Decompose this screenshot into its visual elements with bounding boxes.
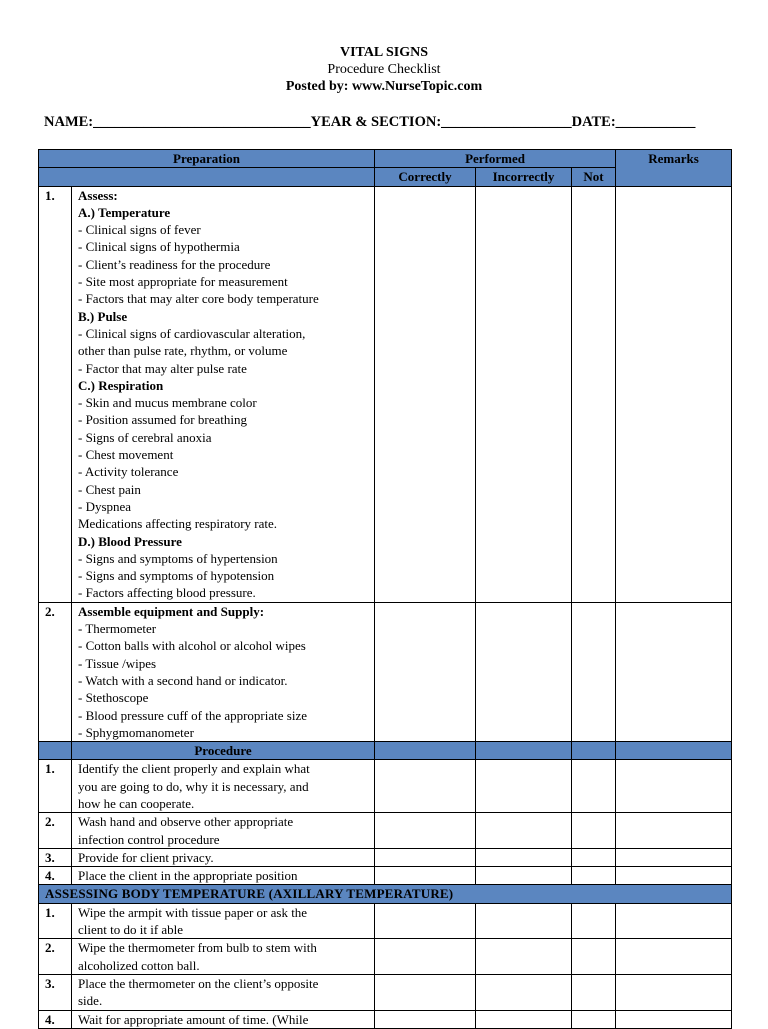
step-line: - Clinical signs of cardiovascular alteration, [78,325,306,341]
step-line: - Clinical signs of hypothermia [78,239,240,255]
procedure-row [39,813,732,849]
incorrectly-header: Incorrectly [476,168,572,186]
step-line: - Dyspnea [78,498,132,514]
section-spacer [375,742,476,760]
name-year-date-line: NAME:______________________________YEAR & SECTION:__________________DATE:___________ [44,114,696,130]
step-line: client to do it if able [78,922,184,938]
step-heading: Assemble equipment and Supply: [78,603,265,619]
step-line: alcoholized cotton ball. [78,957,200,973]
not-cell[interactable] [572,867,616,885]
step-number: 2. [39,939,72,975]
step-line: other than pulse rate, rhythm, or volume [78,343,288,359]
checklist-body [39,186,732,1028]
not-cell[interactable] [572,974,616,1010]
correctly-cell[interactable] [375,186,476,602]
document-subtitle: Procedure Checklist [327,62,441,77]
step-line: - Skin and mucus membrane color [78,395,257,411]
step-text [72,760,375,813]
step-number: 1. [39,903,72,939]
procedure-row [39,760,732,813]
not-cell[interactable] [572,1010,616,1028]
step-line: Wash hand and observe other appropriate [78,814,294,830]
correctly-cell[interactable] [375,602,476,741]
step-text [72,602,375,741]
remarks-cell[interactable] [616,974,732,1010]
correctly-cell[interactable] [375,1010,476,1028]
section-title: ASSESSING BODY TEMPERATURE (AXILLARY TEMPERATURE) [39,885,732,903]
step-line: - Factors affecting blood pressure. [78,585,256,601]
step-heading: Assess: [78,187,118,203]
correctly-cell[interactable] [375,974,476,1010]
incorrectly-cell[interactable] [476,939,572,975]
step-line: - Sphygmomanometer [78,724,194,740]
section-spacer [616,742,732,760]
step-line: Provide for client privacy. [78,849,214,865]
incorrectly-cell[interactable] [476,602,572,741]
step-heading: B.) Pulse [78,308,128,324]
remarks-cell[interactable] [616,848,732,866]
step-line: - Signs of cerebral anoxia [78,429,212,445]
not-cell[interactable] [572,939,616,975]
not-cell[interactable] [572,602,616,741]
step-number: 3. [39,848,72,866]
step-text [72,903,375,939]
step-number: 4. [39,867,72,885]
step-text [72,1010,375,1028]
correctly-cell[interactable] [375,867,476,885]
correctly-header: Correctly [375,168,476,186]
step-line: - Tissue /wipes [78,655,157,671]
step-heading: D.) Blood Pressure [78,533,182,549]
step-number: 1. [39,186,72,602]
not-header: Not [572,168,616,186]
remarks-cell[interactable] [616,903,732,939]
step-number: 2. [39,602,72,741]
step-heading: C.) Respiration [78,377,164,393]
procedure-row [39,903,732,939]
incorrectly-cell[interactable] [476,903,572,939]
step-line: Place the client in the appropriate position [78,868,298,884]
incorrectly-cell[interactable] [476,186,572,602]
document-header [0,44,768,95]
step-text [72,939,375,975]
step-text [72,867,375,885]
performed-header: Performed [375,150,616,168]
incorrectly-cell[interactable] [476,848,572,866]
step-line: side. [78,993,103,1009]
section-spacer [572,742,616,760]
step-line: - Cotton balls with alcohol or alcohol wipes [78,638,306,654]
incorrectly-cell[interactable] [476,867,572,885]
step-line: - Site most appropriate for measurement [78,274,288,290]
checklist-table [38,149,732,1029]
not-cell[interactable] [572,848,616,866]
step-line: infection control procedure [78,831,220,847]
procedure-row [39,867,732,885]
step-line: Wipe the armpit with tissue paper or ask the [78,904,308,920]
correctly-cell[interactable] [375,903,476,939]
step-number: 4. [39,1010,72,1028]
incorrectly-cell[interactable] [476,813,572,849]
remarks-cell[interactable] [616,813,732,849]
not-cell[interactable] [572,903,616,939]
procedure-row [39,1010,732,1028]
preparation-row [39,602,732,741]
not-cell[interactable] [572,813,616,849]
preparation-header: Preparation [39,150,375,168]
remarks-cell[interactable] [616,602,732,741]
step-line: Identify the client properly and explain what [78,761,310,777]
not-cell[interactable] [572,186,616,602]
section-spacer [39,742,72,760]
step-line: Wait for appropriate amount of time. (While [78,1011,309,1027]
step-number: 2. [39,813,72,849]
remarks-cell[interactable] [616,1010,732,1028]
step-number: 3. [39,974,72,1010]
axillary-section-header [39,885,732,903]
correctly-cell[interactable] [375,760,476,813]
step-text [72,813,375,849]
posted-by: Posted by: www.NurseTopic.com [285,79,483,94]
remarks-cell[interactable] [616,186,732,602]
correctly-cell[interactable] [375,848,476,866]
incorrectly-cell[interactable] [476,760,572,813]
step-line: - Clinical signs of fever [78,222,201,238]
procedure-row [39,848,732,866]
correctly-cell[interactable] [375,939,476,975]
step-line: - Signs and symptoms of hypotension [78,568,275,584]
procedure-section-header [39,742,732,760]
preparation-header-spacer [39,168,375,186]
incorrectly-cell[interactable] [476,1010,572,1028]
step-text [72,848,375,866]
step-line: - Blood pressure cuff of the appropriate size [78,707,307,723]
step-line: - Signs and symptoms of hypertension [78,550,278,566]
step-line: - Stethoscope [78,690,149,706]
step-text [72,974,375,1010]
step-line: Wipe the thermometer from bulb to stem with [78,940,317,956]
remarks-cell[interactable] [616,867,732,885]
step-line: - Thermometer [78,621,157,637]
step-line: Medications affecting respiratory rate. [78,516,278,532]
preparation-row [39,186,732,602]
step-line: you are going to do, why it is necessary, and [78,778,309,794]
step-line: - Client’s readiness for the procedure [78,256,271,272]
step-number: 1. [39,760,72,813]
not-cell[interactable] [572,760,616,813]
remarks-cell[interactable] [616,939,732,975]
procedure-row [39,939,732,975]
step-line: - Position assumed for breathing [78,412,247,428]
correctly-cell[interactable] [375,813,476,849]
header-row [39,150,732,168]
step-line: - Factors that may alter core body temperature [78,291,319,307]
step-line: - Watch with a second hand or indicator. [78,672,288,688]
section-spacer [476,742,572,760]
step-line: - Factor that may alter pulse rate [78,360,247,376]
step-line: - Chest pain [78,481,141,497]
step-line: how he can cooperate. [78,795,195,811]
document-title: VITAL SIGNS [339,45,429,60]
step-line: Place the thermometer on the client’s opposite [78,975,319,991]
step-line: - Chest movement [78,447,174,463]
section-title: Procedure [72,742,375,760]
step-text [72,186,375,602]
step-heading: A.) Temperature [78,204,171,220]
step-line: - Activity tolerance [78,464,179,480]
remarks-header: Remarks [616,150,732,187]
remarks-cell[interactable] [616,760,732,813]
incorrectly-cell[interactable] [476,974,572,1010]
procedure-row [39,974,732,1010]
